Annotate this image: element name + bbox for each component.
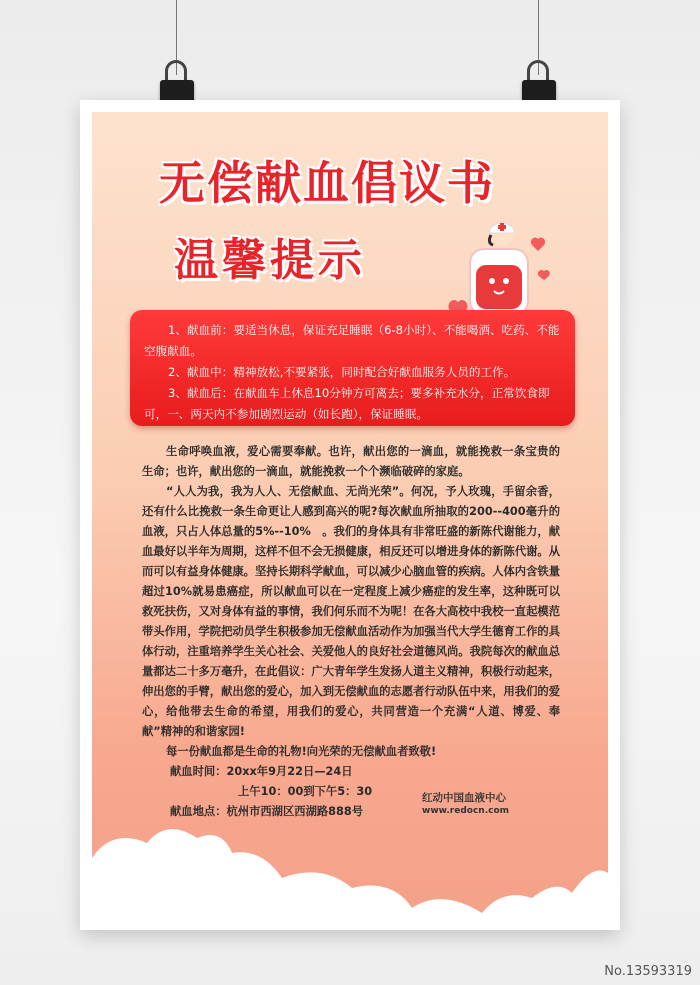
poster [80, 100, 620, 930]
tips-box [130, 310, 575, 426]
donation-hours: 上午10：00到下午5：30 [238, 785, 373, 798]
organizer-block [422, 792, 509, 818]
body-paragraph: 生命呼唤血液，爱心需要奉献。也许，献出您的一滴血，就能挽救一条宝贵的生命；也许，献出您的一滴血，就能挽救一个个濒临破碎的家庭。 [142, 445, 560, 478]
cloud-decoration [92, 788, 608, 918]
organizer-url: www.redocn.com [422, 806, 510, 816]
poster-title: 无偿献血倡议书 [159, 156, 495, 210]
poster-inner [92, 112, 608, 918]
poster-subtitle: 温馨提示 [174, 235, 366, 286]
donation-location: 献血地点：杭州市西湖区西湖路888号 [170, 805, 364, 818]
tip-item: 2、献血中：精神放松,不要紧张，同时配合好献血服务人员的工作。 [168, 365, 516, 379]
tip-item: 3、献血后：在献血车上休息10分钟方可离去；要多补充水分，正常饮食即可，一、两天内不参加剧烈运动（如长跑），保证睡眠。 [144, 386, 550, 421]
closing-line: 每一份献血都是生命的礼物!向光荣的无偿献血者致敬! [166, 745, 437, 758]
blood-bag-mascot-icon [442, 217, 552, 322]
donation-time: 献血时间：20xx年9月22日—24日 [170, 765, 353, 778]
image-id-tag: No.13593319 [604, 964, 692, 979]
organizer-name: 红动中国血液中心 [422, 792, 506, 804]
body-paragraph: “人人为我，我为人人、无偿献血、无尚光荣”。何况，予人玫瑰，手留余香，还有什么比挽救一条生命更让人感到高兴的呢?每次献血所抽取的200--400毫升的血液，只占人体总量的5%--10% 。我们的身体具有非常旺盛的新陈代谢能力，献血最好以半年为周期，这样不但不会无损健康，相反还可以增进身体的新陈代谢。从而可以有益身体健康。坚持长期科学献血，可以减少心脑血管的疾病。人体内含铁量超过10%就易患癌症，所以献血可以在一定程度上减少癌症的发生率，这种既可以救死扶伤，又对身体有益的事情，我们何乐而不为呢！在各大高校中我校一直起模范带头作用，学院把动员学生积极参加无偿献血活动作为加强当代大学生德育工作的具体行动，注重培养学生关心社会、关爱他人的良好社会道德风尚。我院每次的献血总量都达二十多万毫升，在此倡议：广大青年学生发扬人道主义精神，积极行动起来，伸出您的手臂，献出您的爱心，加入到无偿献血的志愿者行动队伍中来，用我们的爱心，给他带去生命的希望，用我们的爱心，共同营造一个充满“人道、博爱、奉献”精神的和谐家园! [142, 485, 560, 738]
tip-item: 1、献血前：要适当休息，保证充足睡眠（6-8小时）、不能喝酒、吃药、不能空腹献血。 [144, 323, 560, 358]
proposal-body [142, 442, 560, 822]
